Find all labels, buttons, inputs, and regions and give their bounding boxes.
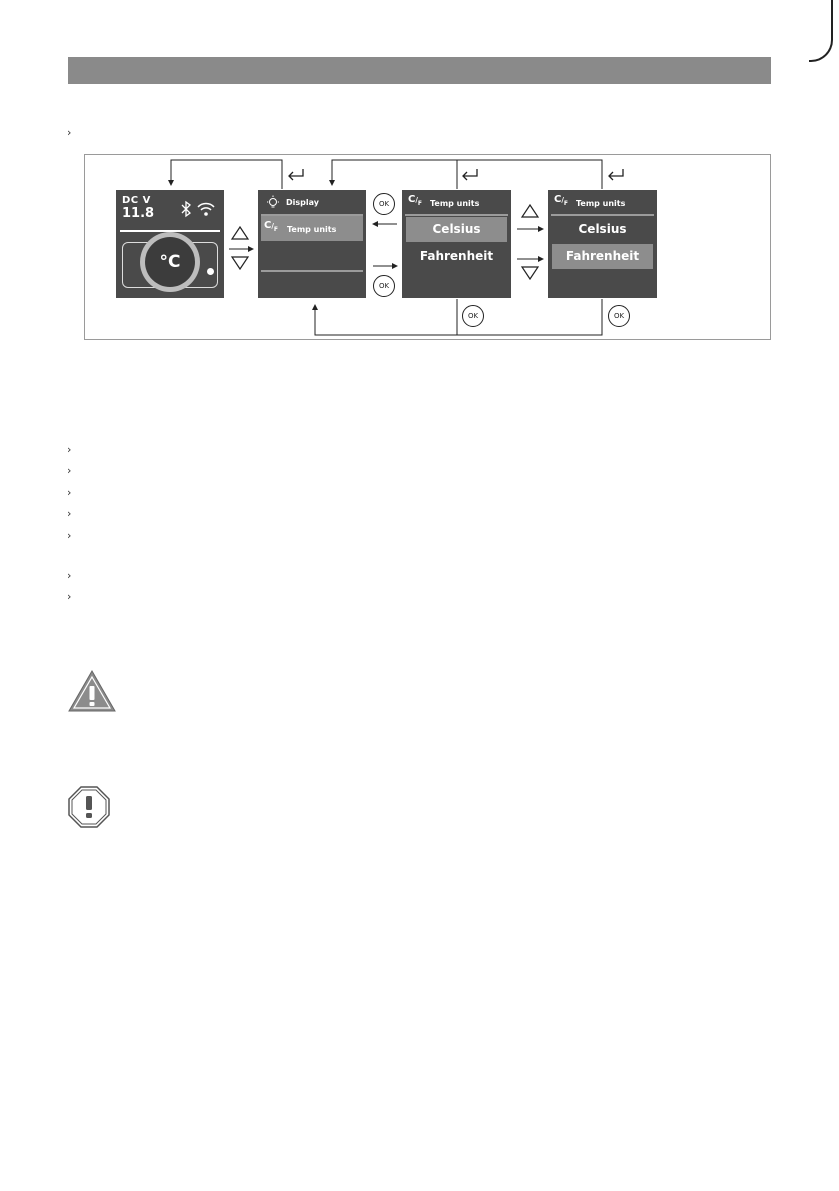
option-celsius: Celsius <box>432 222 481 236</box>
screen-header: Temp units <box>430 199 480 208</box>
bullet-marker: › <box>67 126 72 139</box>
celsius-fahrenheit-icon: $C/_F$ <box>408 194 423 207</box>
crop-mark <box>809 0 833 62</box>
up-triangle-icon <box>520 203 540 219</box>
temperature-dial <box>140 232 200 292</box>
bullet-marker: › <box>67 590 72 603</box>
divider <box>405 214 508 216</box>
down-triangle-icon <box>520 265 540 281</box>
temp-units-screen-celsius <box>402 190 511 298</box>
ok-button: OK <box>608 305 630 327</box>
temp-units-screen-fahrenheit <box>548 190 657 298</box>
screen-header: Temp units <box>576 199 626 208</box>
bullet-marker: › <box>67 443 72 456</box>
ok-button: OK <box>462 305 484 327</box>
status-dot <box>207 268 214 275</box>
voltage-value: 11.8 <box>122 206 155 221</box>
unit-symbol: °C <box>145 237 195 287</box>
warning-triangle-icon <box>67 669 117 713</box>
return-icon <box>285 167 307 183</box>
bullet-marker: › <box>67 464 72 477</box>
menu-navigation-diagram <box>84 154 771 340</box>
section-header-bar <box>68 57 771 84</box>
menu-item-display: Display <box>286 198 319 207</box>
bullet-marker: › <box>67 529 72 542</box>
option-fahrenheit: Fahrenheit <box>565 249 640 263</box>
option-celsius: Celsius <box>578 222 627 236</box>
divider <box>261 270 363 272</box>
celsius-fahrenheit-icon: $C/_F$ <box>554 194 569 207</box>
bullet-marker: › <box>67 507 72 520</box>
bullet-marker: › <box>67 569 72 582</box>
bullet-marker: › <box>67 486 72 499</box>
ok-button: OK <box>373 193 395 215</box>
dcv-label: DC V <box>122 195 151 206</box>
divider <box>551 214 654 216</box>
home-screen <box>116 190 224 298</box>
settings-menu-screen <box>258 190 366 298</box>
bulb-icon <box>265 195 281 211</box>
menu-item-temp-units: Temp units <box>287 225 337 234</box>
ok-button: OK <box>373 275 395 297</box>
up-triangle-icon <box>230 225 250 241</box>
celsius-fahrenheit-icon: $C/_F$ <box>264 220 279 233</box>
down-triangle-icon <box>230 255 250 271</box>
bluetooth-icon <box>180 200 192 218</box>
notice-octagon-icon <box>68 786 110 828</box>
option-fahrenheit: Fahrenheit <box>419 249 494 263</box>
return-icon <box>605 167 627 183</box>
return-icon <box>459 167 481 183</box>
wifi-icon <box>196 201 216 217</box>
